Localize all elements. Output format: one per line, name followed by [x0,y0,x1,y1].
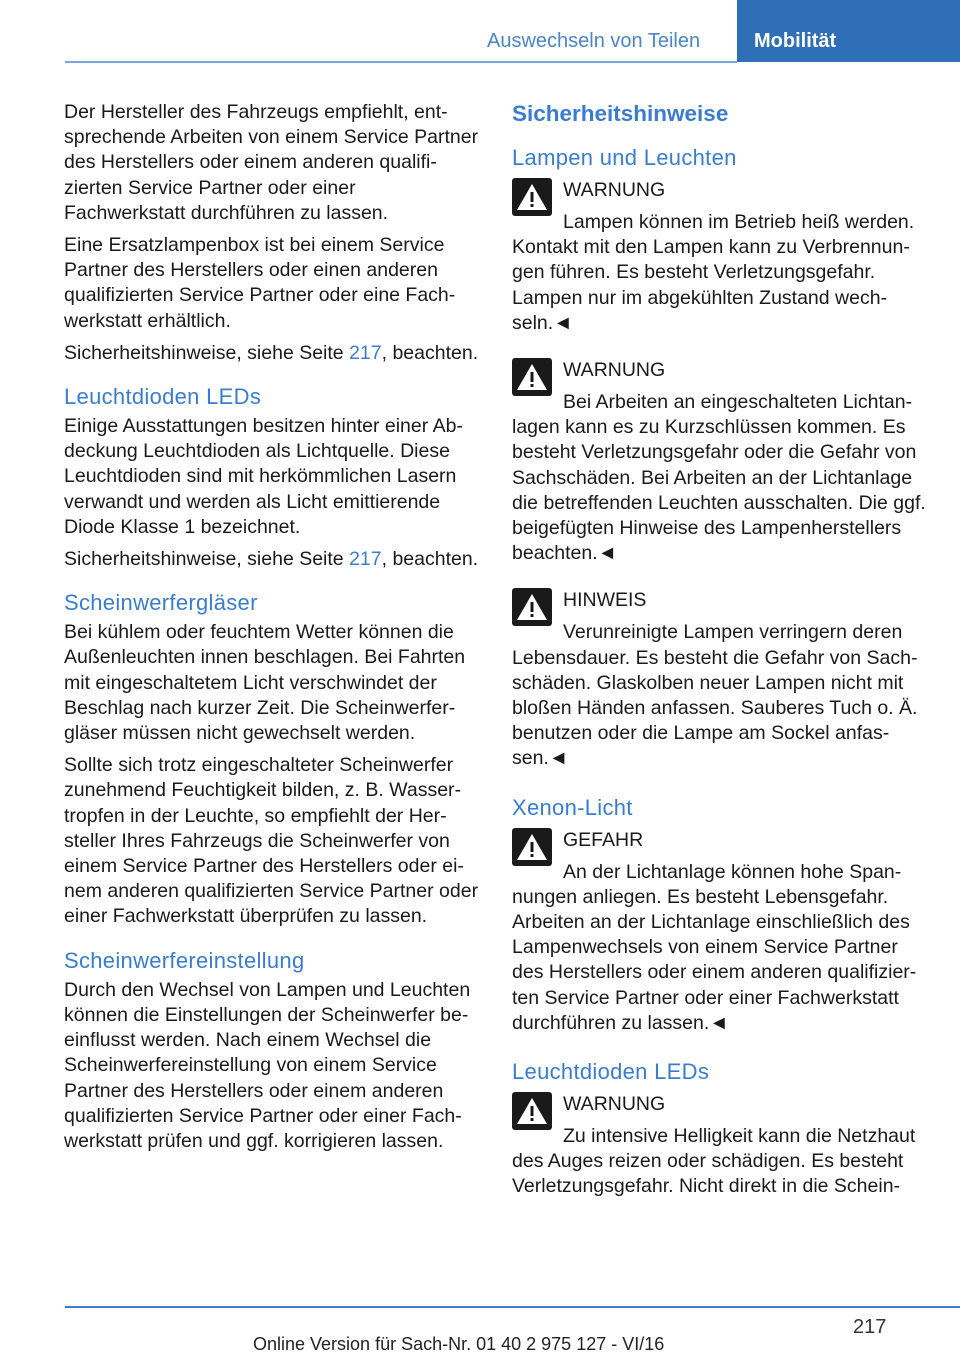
footer-rule [65,1306,960,1308]
text: Sicherheitshinweise, siehe Seite [64,341,350,364]
warning-text: Bei Arbeiten an eingeschalteten Lichtanlagen kann es zu Kurzschlüssen kommen. Es besteht Verletzungsgefahr oder die Gefahr von Sachschäden. Bei Arbeiten an der Lichtanlage die betreffenden Leuchten ausschalten. Die ggf. beigefügten Hinweise des Lampenherstellers beachten.◄ [512,391,926,565]
paragraph: Durch den Wechsel von Lampen und Leuchten können die Einstellungen der Scheinwerfer beeinflusst werden. Nach einem Wechsel die Scheinwerfereinstellung von einem Service Partner des Herstellers oder einem anderen qualifizierten Service Partner oder einer Fachwerkstatt prüfen und ggf. korrigieren lassen. [64,978,471,1152]
page-number: 217 [853,1316,887,1338]
warning-block [512,358,928,566]
text: Sicherheitshinweise, siehe Seite [64,548,350,571]
notice-label: HINWEIS [563,589,647,612]
warning-text: Lampen können im Betrieb heiß werden. Kontakt mit den Lampen kann zu Verbrennungen führen. Es besteht Verletzungsgefahr. Lampen nur im abgekühlten Zustand wechseln.◄ [512,211,915,334]
warning-triangle-icon [512,358,552,396]
page-header [0,0,960,62]
warning-triangle-icon [512,588,552,626]
page-link[interactable]: 217 [349,341,382,364]
header-rule [65,61,737,63]
section-heading-lamps: Lampen und Leuchten [512,145,737,170]
paragraph-with-page-ref [64,341,482,366]
paragraph: Der Hersteller des Fahrzeugs empfiehlt, entsprechende Arbeiten von einem Service Partner des Herstellers oder einem anderen qualifizierten Service Partner oder einer Fachwerkstatt durchführen zu lassen. [64,101,479,224]
danger-label: GEFAHR [563,828,644,851]
header-chapter-tab: Mobilität [737,0,960,62]
section-title-safety: Sicherheitshinweise [512,101,729,126]
warning-block [512,1092,928,1200]
paragraph: Einige Ausstattungen besitzen hinter einer Abdeckung Leuchtdioden als Lichtquelle. Diese Leuchtdioden sind mit herkömmlichen Lasern verwandt und werden als Licht emittierende Diode Klasse 1 bezeichnet. [64,415,463,538]
left-column [64,100,482,1161]
warning-triangle-icon [512,1092,552,1130]
footer-version-text: Online Version für Sach-Nr. 01 40 2 975 127 - VI/16 [253,1334,665,1354]
paragraph: Eine Ersatzlampenbox ist bei einem Service Partner des Herstellers oder einen anderen qualifizierten Service Partner oder eine Fachwerkstatt erhältlich. [64,234,456,332]
notice-text: Verunreinigte Lampen verringern deren Lebensdauer. Es besteht die Gefahr von Sachschäden. Glaskolben neuer Lampen nicht mit bloßen Händen anfassen. Sauberes Tuch o. Ä. benutzen oder die Lampe am Sockel anfassen.◄ [512,621,918,770]
section-heading-led: Leuchtdioden LEDs [512,1059,710,1085]
text: , beachten. [381,548,479,571]
warning-block [512,178,928,336]
page-link[interactable]: 217 [349,548,382,571]
warning-triangle-icon [512,828,552,866]
paragraph: Sollte sich trotz eingeschalteter Scheinwerfer zunehmend Feuchtigkeit bilden, z. B. Wassertropfen in der Leuchte, so empfiehlt der Hersteller Ihres Fahrzeugs die Scheinwerfer von einem Service Partner des Herstellers oder einem anderen qualifizierten Service Partner oder einer Fachwerkstatt überprüfen zu lassen. [64,754,479,928]
danger-block [512,828,928,1036]
warning-label: WARNUNG [563,359,666,382]
section-heading-xenon: Xenon-Licht [512,794,633,820]
paragraph: Bei kühlem oder feuchtem Wetter können die Außenleuchten innen beschlagen. Bei Fahrten mit eingeschaltetem Licht verschwindet der Beschlag nach kurzer Zeit. Die Scheinwerfergläser müssen nicht gewechselt werden. [64,621,466,745]
text: , beachten. [381,341,479,364]
warning-label: WARNUNG [563,179,666,201]
paragraph-with-page-ref [64,547,482,572]
header-section-title: Auswechseln von Teilen [487,30,701,52]
section-heading-adjust: Scheinwerfereinstellung [64,947,305,973]
section-heading-glass: Scheinwerfergläser [64,590,258,616]
warning-text: Zu intensive Helligkeit kann die Netzhaut des Auges reizen oder schädigen. Es besteht Verletzungsgefahr. Nicht direkt in die Schein- [512,1125,916,1198]
warning-label: WARNUNG [563,1093,666,1116]
warning-triangle-icon [512,178,552,216]
danger-text: An der Lichtanlage können hohe Spannungen anliegen. Es besteht Lebensgefahr. Arbeiten an der Lichtanlage einschließlich des Lampenwechsels von einem Service Partner des Herstellers oder einem anderen qualifizierten Service Partner oder einer Fachwerkstatt durchführen zu lassen.◄ [512,860,917,1034]
right-column [512,100,928,1222]
notice-block [512,588,928,771]
section-heading-led: Leuchtdioden LEDs [64,384,262,410]
